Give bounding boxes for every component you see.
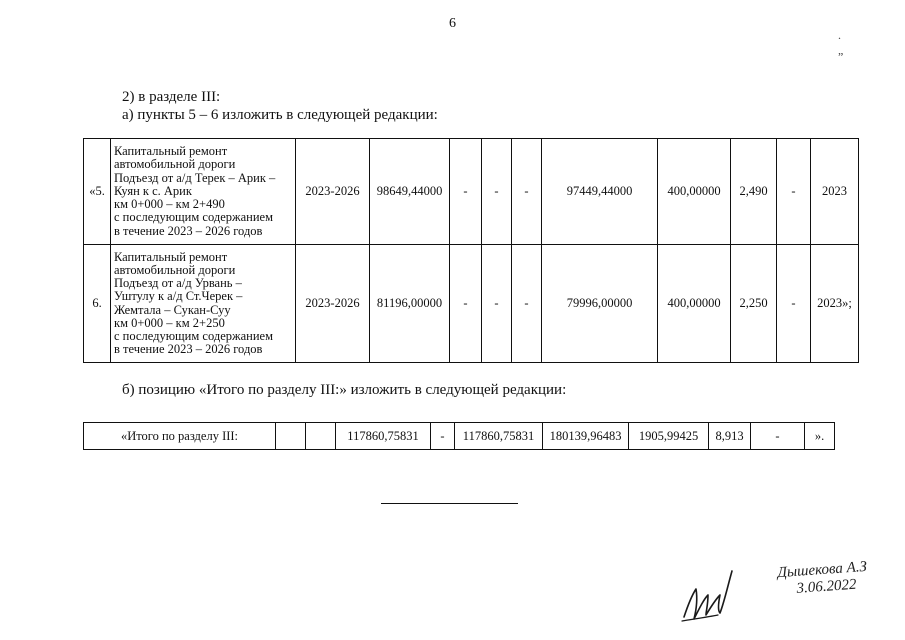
total-cell: 98649,44000 — [370, 139, 450, 245]
value-cell: 97449,44000 — [542, 139, 658, 245]
corner-mark: „ — [838, 43, 878, 57]
value-cell: - — [777, 139, 811, 245]
length-cell: 2,250 — [731, 245, 777, 363]
dash-cell: - — [431, 423, 455, 450]
object-description — [111, 139, 296, 245]
desc-line: Капитальный ремонт — [114, 144, 228, 159]
desc-line: Жемтала – Сукан-Суу — [114, 302, 231, 317]
year-cell: 2023 — [811, 139, 859, 245]
dash-cell: - — [751, 423, 805, 450]
section-b-text: б) позицию «Итого по разделу III:» изложить в следующей редакции: — [122, 382, 567, 398]
empty-cell — [276, 423, 306, 450]
value-cell: 400,00000 — [658, 139, 731, 245]
value-cell: - — [482, 245, 512, 363]
desc-line: Куян к с. Арик — [114, 183, 192, 198]
handwritten-date: 3.06.2022 — [796, 576, 858, 597]
total-table — [83, 422, 835, 450]
desc-line: Подъезд от а/д Терек – Арик – — [114, 170, 276, 185]
row-number: 6. — [84, 245, 111, 363]
value-cell: - — [482, 139, 512, 245]
total-value: 117860,75831 — [455, 423, 543, 450]
handwritten-note — [777, 559, 869, 599]
signature — [678, 565, 738, 627]
year-cell: 2023»; — [811, 245, 859, 363]
total-length: 8,913 — [709, 423, 751, 450]
divider-line — [381, 503, 518, 504]
value-cell: - — [512, 139, 542, 245]
desc-line: км 0+000 – км 2+490 — [114, 197, 225, 212]
desc-line: в течение 2023 – 2026 годов — [114, 223, 263, 238]
value-cell: - — [450, 139, 482, 245]
object-description — [111, 245, 296, 363]
table-row — [84, 139, 859, 245]
total-cell: 81196,00000 — [370, 245, 450, 363]
desc-line: Уштулу к а/д Ст.Черек – — [114, 289, 243, 304]
length-cell: 2,490 — [731, 139, 777, 245]
period-cell: 2023-2026 — [296, 245, 370, 363]
desc-line: км 0+000 – км 2+250 — [114, 315, 225, 330]
handwritten-name: Дышекова А.З — [776, 558, 868, 582]
intro-line-1: 2) в разделе III: — [122, 89, 221, 105]
desc-line: автомобильной дороги — [114, 262, 236, 277]
total-value: 1905,99425 — [629, 423, 709, 450]
total-label: «Итого по разделу III: — [84, 423, 276, 450]
desc-line: Капитальный ремонт — [114, 249, 228, 264]
table-row — [84, 245, 859, 363]
page-number: 6 — [449, 16, 456, 31]
corner-marks — [838, 28, 905, 58]
period-cell: 2023-2026 — [296, 139, 370, 245]
desc-line: в течение 2023 – 2026 годов — [114, 342, 263, 357]
desc-line: с последующим содержанием — [114, 210, 274, 225]
intro-line-2: а) пункты 5 – 6 изложить в следующей редакции: — [122, 107, 438, 123]
total-value: 117860,75831 — [336, 423, 431, 450]
desc-line: Подъезд от а/д Урвань – — [114, 276, 242, 291]
amendment-table — [83, 138, 859, 363]
total-value: 180139,96483 — [543, 423, 629, 450]
value-cell: 79996,00000 — [542, 245, 658, 363]
row-number: «5. — [84, 139, 111, 245]
desc-line: с последующим содержанием — [114, 328, 274, 343]
desc-line: автомобильной дороги — [114, 157, 236, 172]
value-cell: - — [777, 245, 811, 363]
closing-quote: ». — [805, 423, 835, 450]
total-row — [84, 423, 835, 450]
value-cell: 400,00000 — [658, 245, 731, 363]
value-cell: - — [512, 245, 542, 363]
value-cell: - — [450, 245, 482, 363]
corner-mark: . — [838, 28, 875, 42]
empty-cell — [306, 423, 336, 450]
